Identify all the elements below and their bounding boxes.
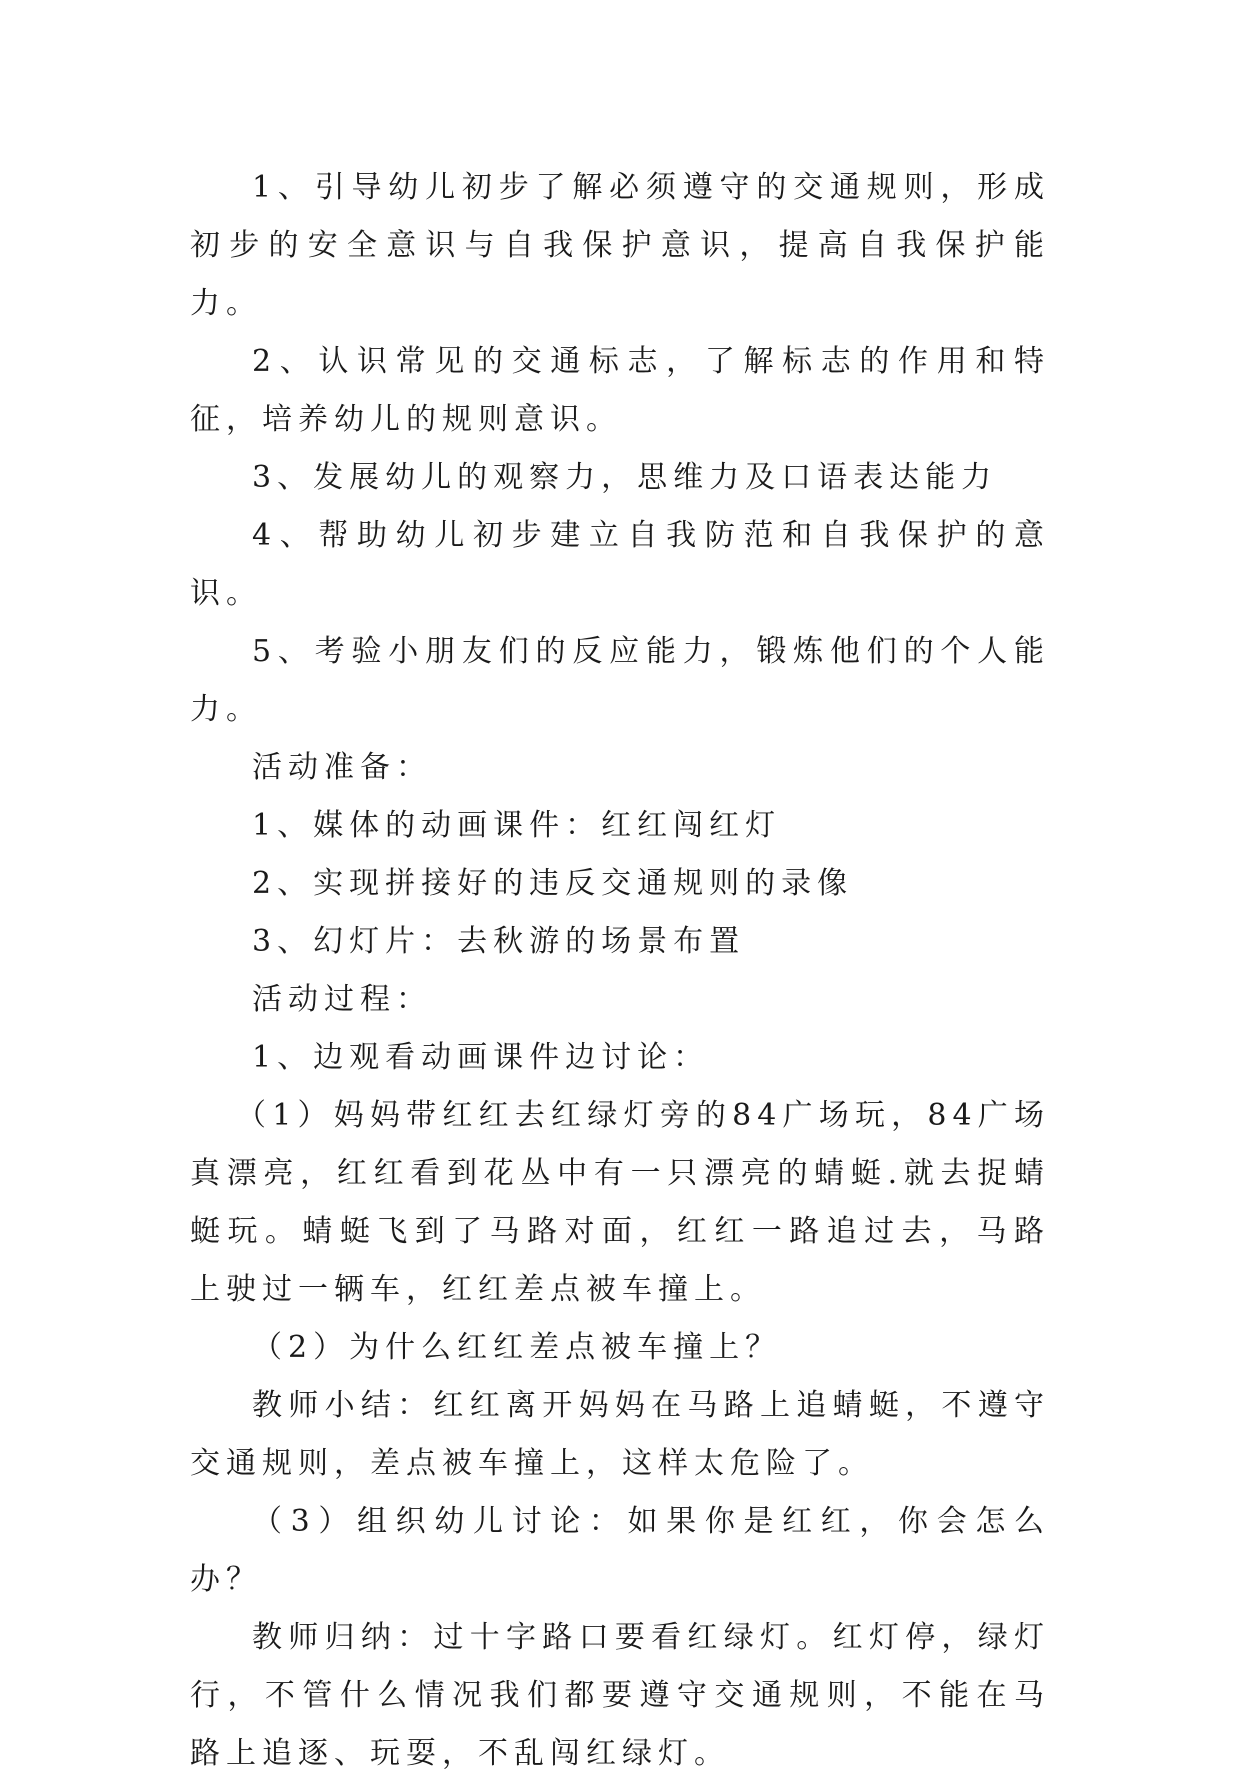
preparation-heading: 活动准备： (252, 750, 432, 785)
document-body (190, 159, 1050, 1783)
goal-1-paragraph: 1、引导幼儿初步了解必须遵守的交通规则，形成初步的安全意识与自我保护意识，提高自我保护能力。 (190, 170, 1050, 321)
story-paragraph: （1）妈妈带红红去红绿灯旁的84广场玩，84广场真漂亮，红红看到花丛中有一只漂亮的蜻蜓.就去捉蜻蜓玩。蜻蜓飞到了马路对面，红红一路追过去，马路上驶过一辆车，红红差点被车撞上。 (190, 1098, 1050, 1307)
goal-2-paragraph: 2、认识常见的交通标志，了解标志的作用和特征，培养幼儿的规则意识。 (190, 344, 1050, 437)
question-paragraph: （2）为什么红红差点被车撞上？ (252, 1330, 782, 1365)
preparation-item-2: 2、实现拼接好的违反交通规则的录像 (252, 866, 854, 901)
preparation-item-3: 3、幻灯片：去秋游的场景布置 (252, 924, 746, 959)
discussion-paragraph: （3）组织幼儿讨论：如果你是红红，你会怎么办？ (190, 1504, 1050, 1597)
teacher-summary-paragraph: 教师小结：红红离开妈妈在马路上追蜻蜓，不遵守交通规则，差点被车撞上，这样太危险了。 (190, 1388, 1050, 1481)
process-heading: 活动过程： (252, 982, 432, 1017)
preparation-item-1: 1、媒体的动画课件：红红闯红灯 (252, 808, 782, 843)
goal-4-paragraph: 4、帮助幼儿初步建立自我防范和自我保护的意识。 (190, 518, 1050, 611)
teacher-conclusion-paragraph: 教师归纳：过十字路口要看红绿灯。红灯停，绿灯行，不管什么情况我们都要遵守交通规则，不能在马路上追逐、玩耍，不乱闯红绿灯。 (190, 1620, 1050, 1771)
goal-5-paragraph: 5、考验小朋友们的反应能力，锻炼他们的个人能力。 (190, 634, 1050, 727)
goal-3-paragraph: 3、发展幼儿的观察力，思维力及口语表达能力 (252, 460, 998, 495)
process-step-1: 1、边观看动画课件边讨论： (252, 1040, 710, 1075)
